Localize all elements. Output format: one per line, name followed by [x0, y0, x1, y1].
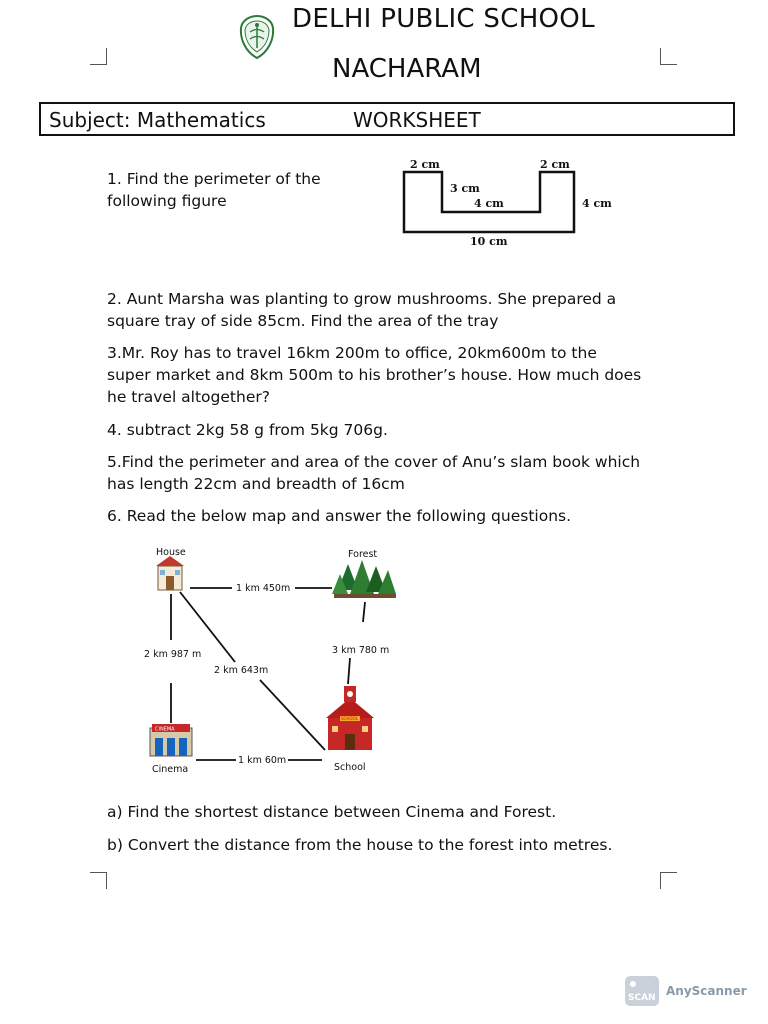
figure-label-notch-depth: 3 cm [450, 182, 480, 195]
scanner-app-name: AnyScanner [666, 984, 747, 998]
scanner-watermark [624, 975, 660, 1011]
question-4: 4. subtract 2kg 58 g from 5kg 706g. [107, 421, 388, 439]
route-house-school-lower [260, 680, 325, 750]
question-3-line-2: super market and 8km 500m to his brother’s house. How much does [107, 366, 642, 384]
distance-house-school: 2 km 643m [214, 665, 269, 676]
corner-mark-bottom-right [660, 872, 677, 889]
map-label-forest: Forest [348, 549, 378, 560]
forest-icon [332, 560, 396, 598]
distance-house-forest: 1 km 450m [236, 583, 291, 594]
cinema-sign: CINEMA [155, 726, 175, 733]
question-6: 6. Read the below map and answer the following questions. [107, 507, 572, 525]
school-location: NACHARAM [332, 54, 482, 84]
distance-map [140, 540, 400, 780]
school-logo [238, 14, 276, 60]
map-label-cinema: Cinema [152, 764, 189, 775]
corner-mark-top-left [90, 48, 107, 65]
question-3-line-3: he travel altogether? [107, 388, 270, 406]
distance-house-cinema: 2 km 987 m [144, 649, 202, 660]
question-5-line-1: 5.Find the perimeter and area of the cover of Anu’s slam book which [107, 453, 641, 471]
figure-label-bottom: 10 cm [470, 235, 508, 248]
question-2-line-1: 2. Aunt Marsha was planting to grow mushrooms. She prepared a [107, 290, 617, 308]
corner-mark-bottom-left [90, 872, 107, 889]
route-forest-school-lower [348, 658, 350, 684]
question-5-line-2: has length 22cm and breadth of 16cm [107, 475, 405, 493]
subject-header-box [39, 102, 735, 136]
question-2-line-2: square tray of side 85cm. Find the area of the tray [107, 312, 499, 330]
route-forest-school-upper [363, 602, 365, 622]
map-label-house: House [156, 547, 186, 558]
question-6a: a) Find the shortest distance between Cinema and Forest. [107, 803, 557, 821]
school-icon [326, 686, 374, 750]
figure-label-notch-width: 4 cm [474, 197, 504, 210]
question-6b: b) Convert the distance from the house to the forest into metres. [107, 836, 613, 854]
scan-badge-text: SCAN [628, 993, 656, 1003]
map-label-school: School [334, 762, 366, 773]
cinema-icon [150, 724, 192, 756]
figure-label-right-side: 4 cm [582, 197, 612, 210]
question-3-line-1: 3.Mr. Roy has to travel 16km 200m to office, 20km600m to the [107, 344, 597, 362]
figure-label-right-top: 2 cm [540, 158, 570, 171]
school-sign: SCHOOL [341, 716, 358, 721]
scan-badge-icon [624, 975, 660, 1007]
figure-label-left-top: 2 cm [410, 158, 440, 171]
house-icon [156, 556, 184, 590]
school-name: DELHI PUBLIC SCHOOL [292, 4, 595, 34]
worksheet-title: WORKSHEET [353, 108, 481, 132]
corner-mark-top-right [660, 48, 677, 65]
question-1: 1. Find the perimeter of the following figure [107, 170, 321, 210]
subject-label: Subject: Mathematics [49, 108, 266, 132]
distance-forest-school: 3 km 780 m [332, 645, 390, 656]
perimeter-figure [398, 154, 628, 254]
distance-cinema-school: 1 km 60m [238, 755, 287, 766]
